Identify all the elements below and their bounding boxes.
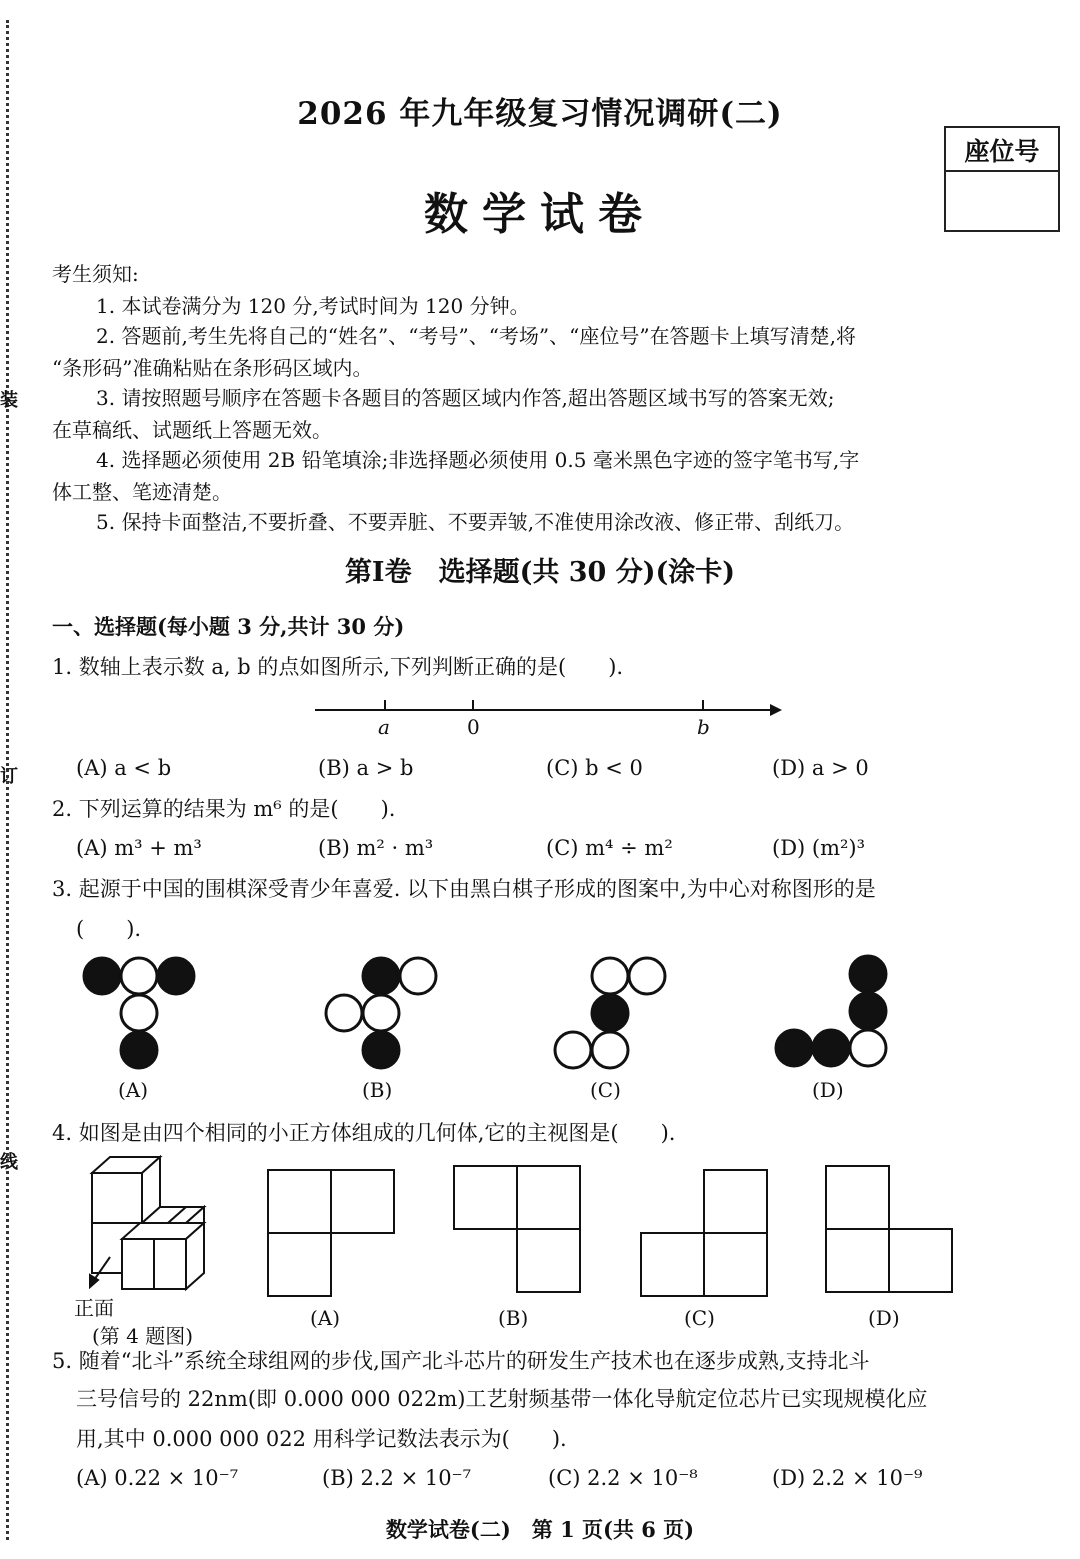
view-d xyxy=(826,1166,952,1292)
notice-line-3b: 在草稿纸、试题纸上答题无效。 xyxy=(52,418,332,442)
stone-c-5 xyxy=(592,1032,628,1068)
notice-line-1: 1. 本试卷满分为 120 分,考试时间为 120 分钟。 xyxy=(96,294,530,318)
notice-line-2b: “条形码”准确粘贴在条形码区域内。 xyxy=(52,356,373,380)
part-heading: 一、选择题(每小题 3 分,共计 30 分) xyxy=(52,614,405,639)
question-5-line2: 三号信号的 22nm(即 0.000 000 022m)工艺射频基带一体化导航定位芯片已实现规模化应 xyxy=(76,1387,928,1411)
margin-char-xian: 线 xyxy=(0,1152,18,1173)
stone-d-5 xyxy=(850,1030,886,1066)
stone-b-5 xyxy=(363,1032,399,1068)
stone-a-4 xyxy=(121,995,157,1031)
stone-a-2 xyxy=(121,958,157,994)
seat-box-divider xyxy=(946,170,1058,172)
question-2-text: 2. 下列运算的结果为 m⁶ 的是( ). xyxy=(52,797,396,821)
q3-label-a: (A) xyxy=(118,1078,149,1102)
subject-title: 数学试卷 xyxy=(424,189,656,240)
stone-c-4 xyxy=(555,1032,591,1068)
q1-option-b: (B) a > b xyxy=(318,756,414,780)
q4-figure-caption: (第 4 题图) xyxy=(92,1324,194,1348)
notice-line-3: 3. 请按照题号顺序在答题卡各题目的答题区域内作答,超出答题区域书写的答案无效; xyxy=(96,386,835,410)
stone-b-1 xyxy=(363,958,399,994)
stone-a-5 xyxy=(121,1032,157,1068)
notice-heading: 考生须知: xyxy=(52,262,139,286)
stone-d-1 xyxy=(850,956,886,992)
question-3-text-line1: 3. 起源于中国的围棋深受青少年喜爱. 以下由黑白棋子形成的图案中,为中心对称图形的是 xyxy=(52,877,876,901)
number-line-arrow xyxy=(770,704,782,716)
stone-c-3 xyxy=(592,995,628,1031)
stone-c-1 xyxy=(592,958,628,994)
stone-b-4 xyxy=(363,995,399,1031)
stone-d-3 xyxy=(776,1030,812,1066)
view-c xyxy=(641,1170,767,1296)
question-4-text: 4. 如图是由四个相同的小正方体组成的几何体,它的主视图是( ). xyxy=(52,1121,676,1145)
number-line-figure xyxy=(300,690,800,740)
view-b xyxy=(454,1166,580,1292)
view-a xyxy=(268,1170,394,1296)
stone-d-4 xyxy=(813,1030,849,1066)
margin-char-ding: 订 xyxy=(0,766,18,787)
go-stones-figures xyxy=(70,950,1030,1075)
q4-label-c: (C) xyxy=(684,1306,715,1330)
stone-c-2 xyxy=(629,958,665,994)
question-5-line3: 用,其中 0.000 000 022 用科学记数法表示为( ). xyxy=(76,1427,567,1451)
q2-option-a: (A) m³ + m³ xyxy=(76,836,202,860)
q1-option-a: (A) a < b xyxy=(76,756,172,780)
page-footer: 数学试卷(二) 第 1 页(共 6 页) xyxy=(385,1517,695,1542)
notice-line-2: 2. 答题前,考生先将自己的“姓名”、“考号”、“考场”、“座位号”在答题卡上填写清楚,将 xyxy=(96,324,856,348)
axis-label-a: a xyxy=(378,715,390,739)
margin-char-zhuang: 装 xyxy=(0,390,18,411)
cubes-figures xyxy=(70,1155,1020,1305)
q5-option-d: (D) 2.2 × 10⁻⁹ xyxy=(772,1466,923,1490)
section-title: 第Ⅰ卷 选择题(共 30 分)(涂卡) xyxy=(344,557,736,588)
q4-label-a: (A) xyxy=(310,1306,341,1330)
axis-label-zero: 0 xyxy=(467,715,480,739)
question-5-line1: 5. 随着“北斗”系统全球组网的步伐,国产北斗芯片的研发生产技术也在逐步成熟,支持北斗 xyxy=(52,1349,870,1373)
question-3-text-line2: ( ). xyxy=(76,917,142,941)
q1-option-c: (C) b < 0 xyxy=(546,756,643,780)
front-label: 正面 xyxy=(74,1296,114,1320)
seat-number-label: 座位号 xyxy=(964,137,1040,166)
stone-a-1 xyxy=(84,958,120,994)
stone-a-3 xyxy=(158,958,194,994)
q4-label-b: (B) xyxy=(498,1306,529,1330)
q1-option-d: (D) a > 0 xyxy=(772,756,869,780)
q4-label-d: (D) xyxy=(868,1306,900,1330)
cube-solid-3d xyxy=(92,1157,204,1289)
q5-option-a: (A) 0.22 × 10⁻⁷ xyxy=(76,1466,239,1490)
seat-number-box[interactable] xyxy=(944,126,1060,232)
stone-b-3 xyxy=(326,995,362,1031)
notice-line-5: 5. 保持卡面整洁,不要折叠、不要弄脏、不要弄皱,不准使用涂改液、修正带、刮纸刀。 xyxy=(96,510,855,534)
q5-option-c: (C) 2.2 × 10⁻⁸ xyxy=(548,1466,698,1490)
q3-label-b: (B) xyxy=(362,1078,393,1102)
q2-option-b: (B) m² · m³ xyxy=(318,836,434,860)
q3-label-c: (C) xyxy=(590,1078,621,1102)
question-1-text: 1. 数轴上表示数 a, b 的点如图所示,下列判断正确的是( ). xyxy=(52,655,624,679)
q2-option-d: (D) (m²)³ xyxy=(772,836,866,860)
q3-label-d: (D) xyxy=(812,1078,844,1102)
q2-option-c: (C) m⁴ ÷ m² xyxy=(546,836,673,860)
axis-label-b: b xyxy=(697,715,710,739)
exam-title: 2026 年九年级复习情况调研(二) xyxy=(297,96,783,132)
q5-option-b: (B) 2.2 × 10⁻⁷ xyxy=(322,1466,472,1490)
notice-line-4b: 体工整、笔迹清楚。 xyxy=(52,480,232,504)
notice-line-4: 4. 选择题必须使用 2B 铅笔填涂;非选择题必须使用 0.5 毫米黑色字迹的签字笔书写,字 xyxy=(96,448,860,472)
stone-b-2 xyxy=(400,958,436,994)
stone-d-2 xyxy=(850,993,886,1029)
